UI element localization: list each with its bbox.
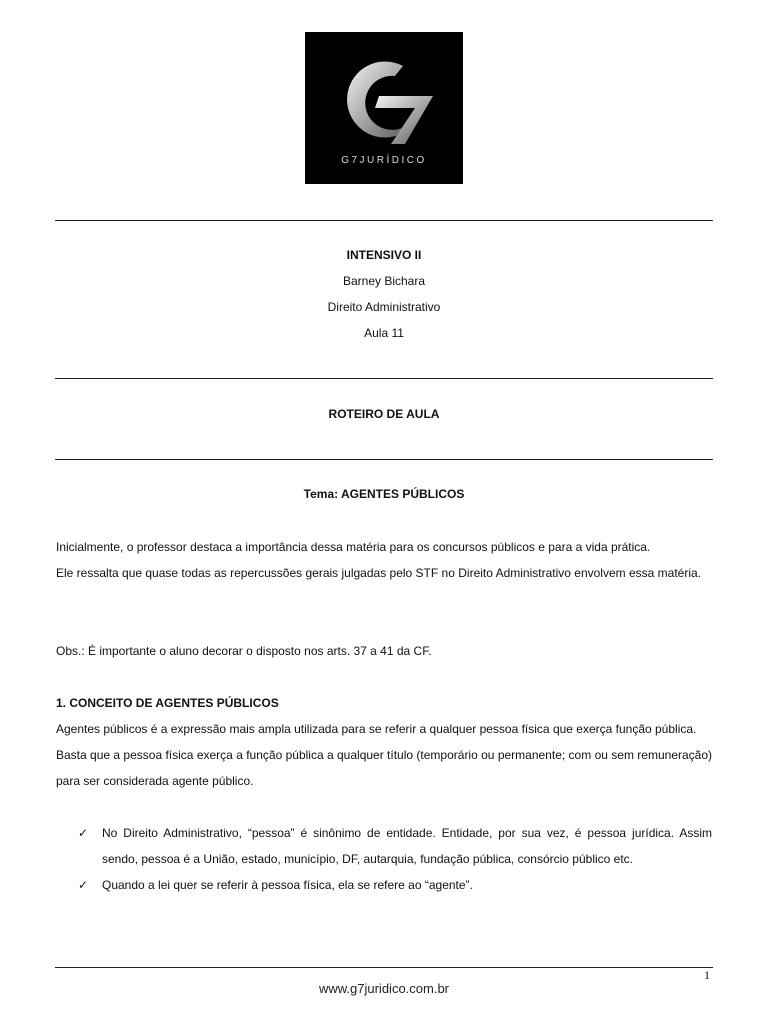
checkmark-icon: ✓	[78, 878, 89, 892]
bullet-list	[78, 820, 712, 898]
checkmark-icon: ✓	[78, 826, 89, 840]
section-rule	[55, 459, 713, 460]
tema-title: Tema: AGENTES PÚBLICOS	[303, 487, 465, 501]
obs-text: Obs.: É importante o aluno decorar o disposto nos arts. 37 a 41 da CF.	[56, 644, 432, 658]
logo-wordmark: G7JURÍDICO	[341, 155, 427, 166]
page-number: 1	[704, 968, 710, 982]
list-item	[78, 820, 712, 872]
section1-block	[56, 690, 712, 794]
bullet-text: Quando a lei quer se referir à pessoa física, ela se refere ao “agente”.	[102, 878, 473, 892]
intro-paragraph-1: Inicialmente, o professor destaca a importância dessa matéria para os concursos públicos e para a vida prática.	[56, 540, 651, 554]
intro-paragraph-2: Ele ressalta que quase todas as repercussões gerais julgadas pelo STF no Direito Administrativo envolvem essa matéria.	[56, 566, 701, 580]
section1-heading: 1. CONCEITO DE AGENTES PÚBLICOS	[56, 696, 279, 710]
g7-logo	[305, 32, 463, 184]
footer-rule	[55, 967, 713, 968]
course-title: INTENSIVO II	[346, 248, 422, 262]
subject-name: Direito Administrativo	[327, 300, 441, 314]
header-top-rule	[55, 220, 713, 221]
bullet-text: No Direito Administrativo, “pessoa” é sinônimo de entidade. Entidade, por sua vez, é pessoa jurídica. Assim sendo, pessoa é a União, estado, município, DF, autarquia, fundação pública, consórcio público etc.	[102, 826, 712, 866]
professor-name: Barney Bichara	[342, 274, 426, 288]
list-item	[78, 872, 712, 898]
section-title: ROTEIRO DE AULA	[328, 407, 440, 421]
footer-url: www.g7juridico.com.br	[318, 981, 450, 996]
section1-paragraph-1: Agentes públicos é a expressão mais ampla utilizada para se referir a qualquer pessoa física que exerça função pública.	[56, 722, 697, 736]
lesson-number: Aula 11	[364, 326, 404, 340]
section1-paragraph-2: Basta que a pessoa física exerça a função pública a qualquer título (temporário ou permanente; com ou sem remuneração) para ser considerada agente público.	[56, 748, 712, 788]
obs-note	[56, 638, 712, 664]
intro-block	[56, 534, 712, 586]
header-bottom-rule	[55, 378, 713, 379]
